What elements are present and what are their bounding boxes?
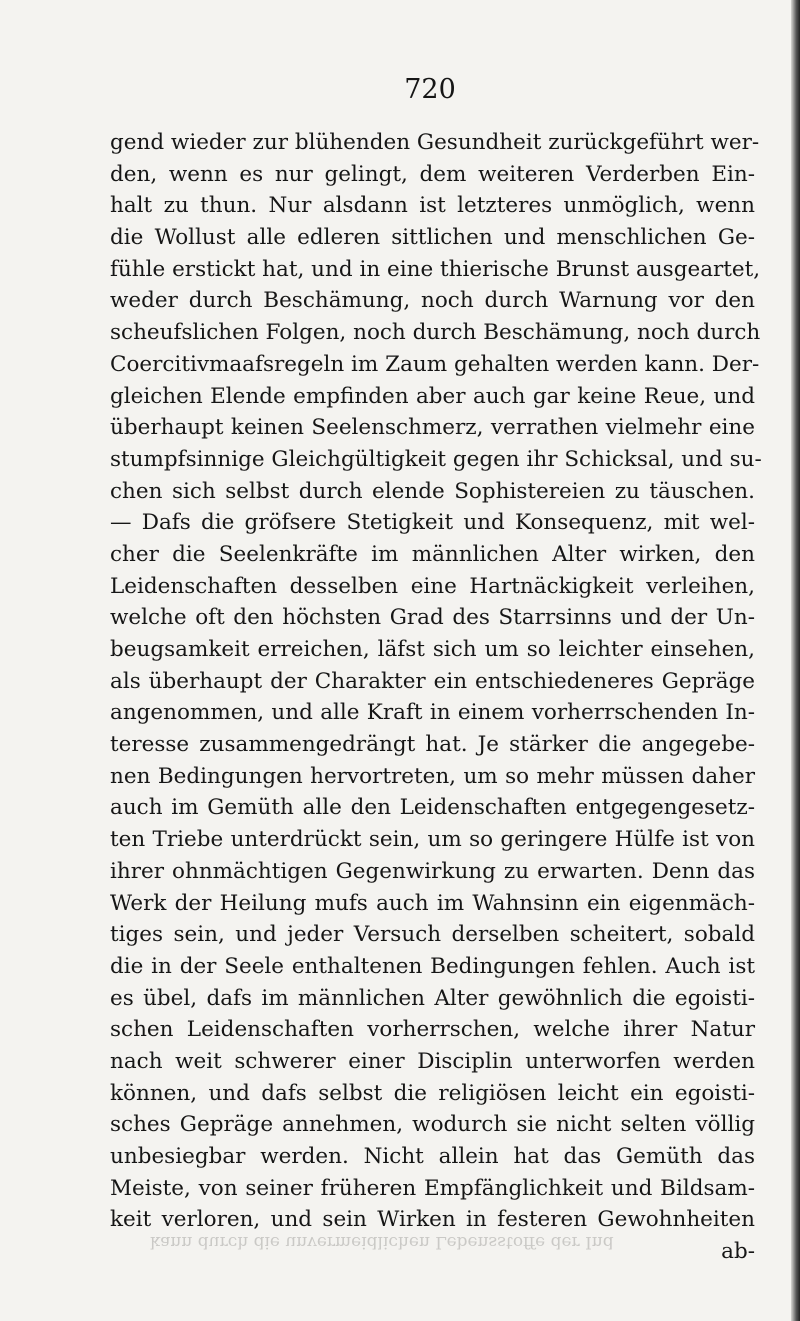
bleed-through-text: kann durch die unvermeidlichen Lebensstoffe der Ind [150, 1232, 614, 1252]
text-line: überhaupt keinen Seelenschmerz, verrathen vielmehr eine [110, 415, 755, 441]
text-line: schen Leidenschaften vorherrschen, welche ihrer Natur [110, 1017, 755, 1043]
text-line: Werk der Heilung mufs auch im Wahnsinn ein eigenmäch- [110, 890, 755, 916]
text-line: fühle erstickt hat, und in eine thierische Brunst ausgeartet, [110, 256, 761, 282]
text-line: chen sich selbst durch elende Sophistereien zu täuschen. [110, 478, 755, 504]
text-line: es übel, dafs im männlichen Alter gewöhnlich die egoisti- [110, 985, 755, 1011]
text-line: cher die Seelenkräfte im männlichen Alter wirken, den [110, 541, 755, 567]
text-line: nach weit schwerer einer Disciplin unterworfen werden [110, 1048, 755, 1074]
text-line: gend wieder zur blühenden Gesundheit zurückgeführt wer- [110, 130, 760, 155]
text-line: angenommen, und alle Kraft in einem vorherrschenden In- [110, 700, 755, 726]
page-number: 720 [404, 74, 456, 105]
text-line: Leidenschaften desselben eine Hartnäckigkeit verleihen, [110, 573, 755, 599]
text-line: halt zu thun. Nur alsdann ist letzteres unmöglich, wenn [110, 193, 755, 219]
text-line: die Wollust alle edleren sittlichen und menschlichen Ge- [110, 225, 755, 251]
text-line: gleichen Elende empfinden aber auch gar keine Reue, und [110, 383, 755, 409]
text-line: die in der Seele enthaltenen Bedingungen fehlen. Auch ist [110, 953, 755, 979]
text-line: auch im Gemüth alle den Leidenschaften entgegengesetz- [110, 795, 755, 821]
text-line: den, wenn es nur gelingt, dem weiteren Verderben Ein- [110, 161, 755, 187]
text-line: Meiste, von seiner früheren Empfänglichkeit und Bildsam- [110, 1175, 755, 1201]
text-line: teresse zusammengedrängt hat. Je stärker die angegebe- [110, 732, 755, 758]
text-line: keit verloren, und sein Wirken in festeren Gewohnheiten [110, 1207, 755, 1233]
body-text [110, 127, 762, 1268]
text-line: — Dafs die gröfsere Stetigkeit und Konsequenz, mit wel- [110, 510, 755, 536]
text-line: sches Gepräge annehmen, wodurch sie nicht selten völlig [110, 1112, 755, 1138]
text-line: weder durch Beschämung, noch durch Warnung vor den [110, 288, 755, 314]
text-line: können, und dafs selbst die religiösen leicht ein egoisti- [110, 1080, 755, 1106]
text-line: tiges sein, und jeder Versuch derselben scheitert, sobald [110, 922, 755, 948]
text-line: unbesiegbar werden. Nicht allein hat das Gemüth das [110, 1144, 755, 1169]
text-line: welche oft den höchsten Grad des Starrsinns und der Un- [110, 605, 755, 631]
page-edge-shadow [791, 0, 800, 1321]
catchword: ab- [721, 1239, 755, 1265]
text-line: nen Bedingungen hervortreten, um so mehr müssen daher [110, 763, 755, 789]
text-line: beugsamkeit erreichen, läfst sich um so leichter einsehen, [110, 637, 755, 662]
text-line: ihrer ohnmächtigen Gegenwirkung zu erwarten. Denn das [110, 858, 755, 884]
text-line: als überhaupt der Charakter ein entschiedeneres Gepräge [110, 668, 755, 694]
text-line: scheufslichen Folgen, noch durch Beschämung, noch durch [110, 320, 761, 346]
text-line: ten Triebe unterdrückt sein, um so geringere Hülfe ist von [110, 827, 755, 853]
text-line: Coercitivmaafsregeln im Zaum gehalten werden kann. Der- [110, 351, 760, 377]
text-line: stumpfsinnige Gleichgültigkeit gegen ihr Schicksal, und su- [110, 446, 762, 472]
